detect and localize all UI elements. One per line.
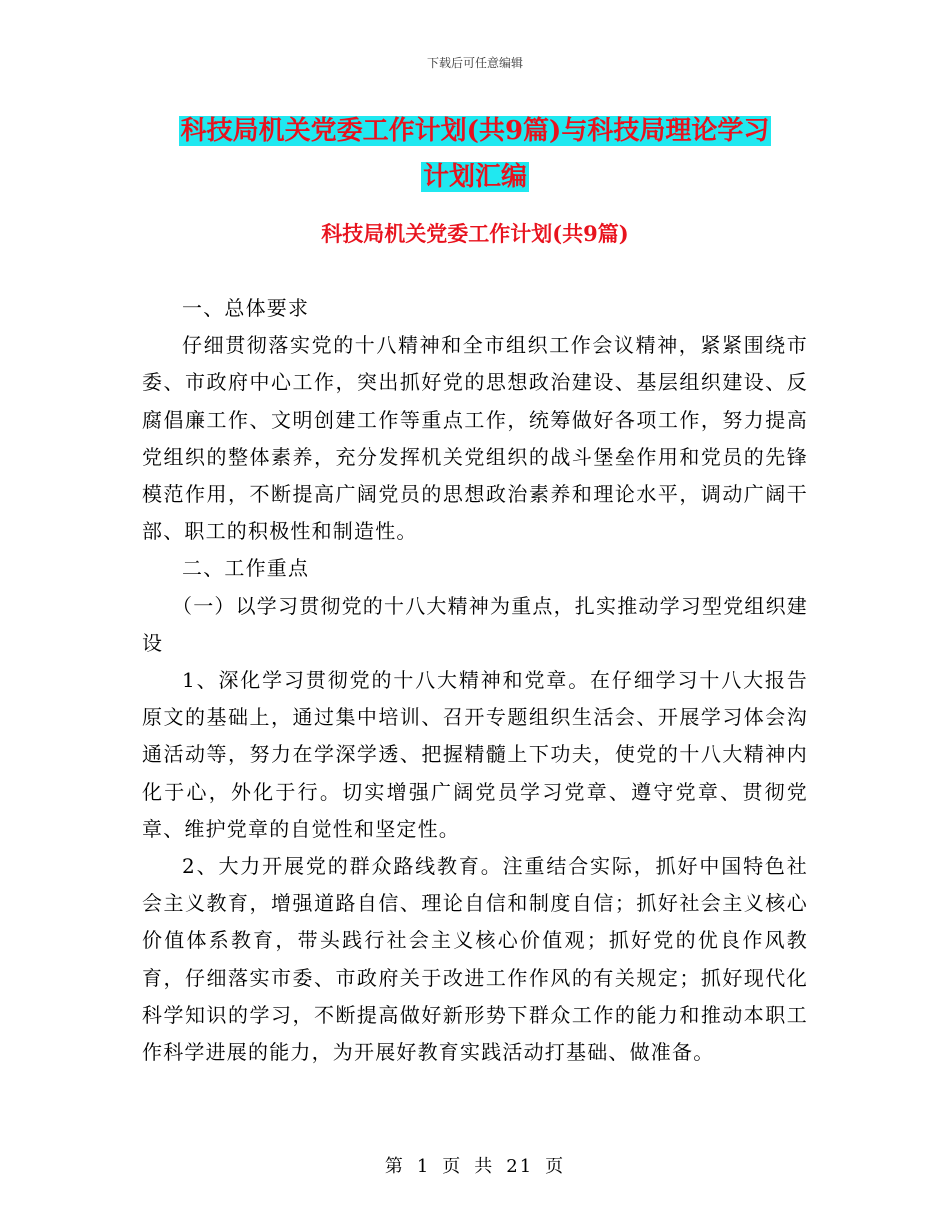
document-title-line-1: 科技局机关党委工作计划(共9篇)与科技局理论学习 [180, 116, 770, 146]
subheading-study-party-organization: （一）以学习贯彻党的十八大精神为重点，扎实推动学习型党组织建设 [142, 593, 808, 655]
header-note: 下载后可任意编辑 [426, 56, 523, 70]
page-footer [0, 1152, 950, 1178]
footer-label-unit-2: 页 [545, 1156, 566, 1177]
section-title: 科技局机关党委工作计划(共9篇) [321, 221, 629, 246]
footer-total-pages: 21 [506, 1156, 534, 1177]
footer-label-page: 第 [384, 1156, 405, 1177]
document-title [140, 108, 810, 200]
document-title-line-2: 计划汇编 [422, 162, 527, 192]
document-body [142, 290, 808, 1071]
paragraph-general-requirements: 仔细贯彻落实党的十八精神和全市组织工作会议精神，紧紧围绕市委、市政府中心工作，突出抓好党的思想政治建设、基层组织建设、反腐倡廉工作、文明创建工作等重点工作，统筹做好各项工作，努力提高党组织的整体素养，充分发挥机关党组织的战斗堡垒作用和党员的先锋模范作用，不断提高广阔党员的思想政治素养和理论水平，调动广阔干部、职工的积极性和制造性。 [142, 333, 808, 544]
footer-label-unit: 页 [442, 1156, 463, 1177]
paragraph-item-1: 1、深化学习贯彻党的十八大精神和党章。在仔细学习十八大报告原文的基础上，通过集中培训、召开专题组织生活会、开展学习体会沟通活动等，努力在学深学透、把握精髓上下功夫，使党的十八大精神内化于心，外化于行。切实增强广阔党员学习党章、遵守党章、贯彻党章、维护党章的自觉性和坚定性。 [142, 668, 808, 841]
paragraph-item-2: 2、大力开展党的群众路线教育。注重结合实际，抓好中国特色社会主义教育，增强道路自信、理论自信和制度自信；抓好社会主义核心价值体系教育，带头践行社会主义核心价值观；抓好党的优良作风教育，仔细落实市委、市政府关于改进工作作风的有关规定；抓好现代化科学知识的学习，不断提高做好新形势下群众工作的能力和推动本职工作科学进展的能力，为开展好教育实践活动打基础、做准备。 [142, 854, 808, 1065]
heading-work-focus: 二、工作重点 [182, 556, 310, 581]
heading-general-requirements: 一、总体要求 [182, 296, 310, 320]
footer-current-page: 1 [416, 1156, 431, 1177]
footer-label-total: 共 [474, 1156, 495, 1177]
